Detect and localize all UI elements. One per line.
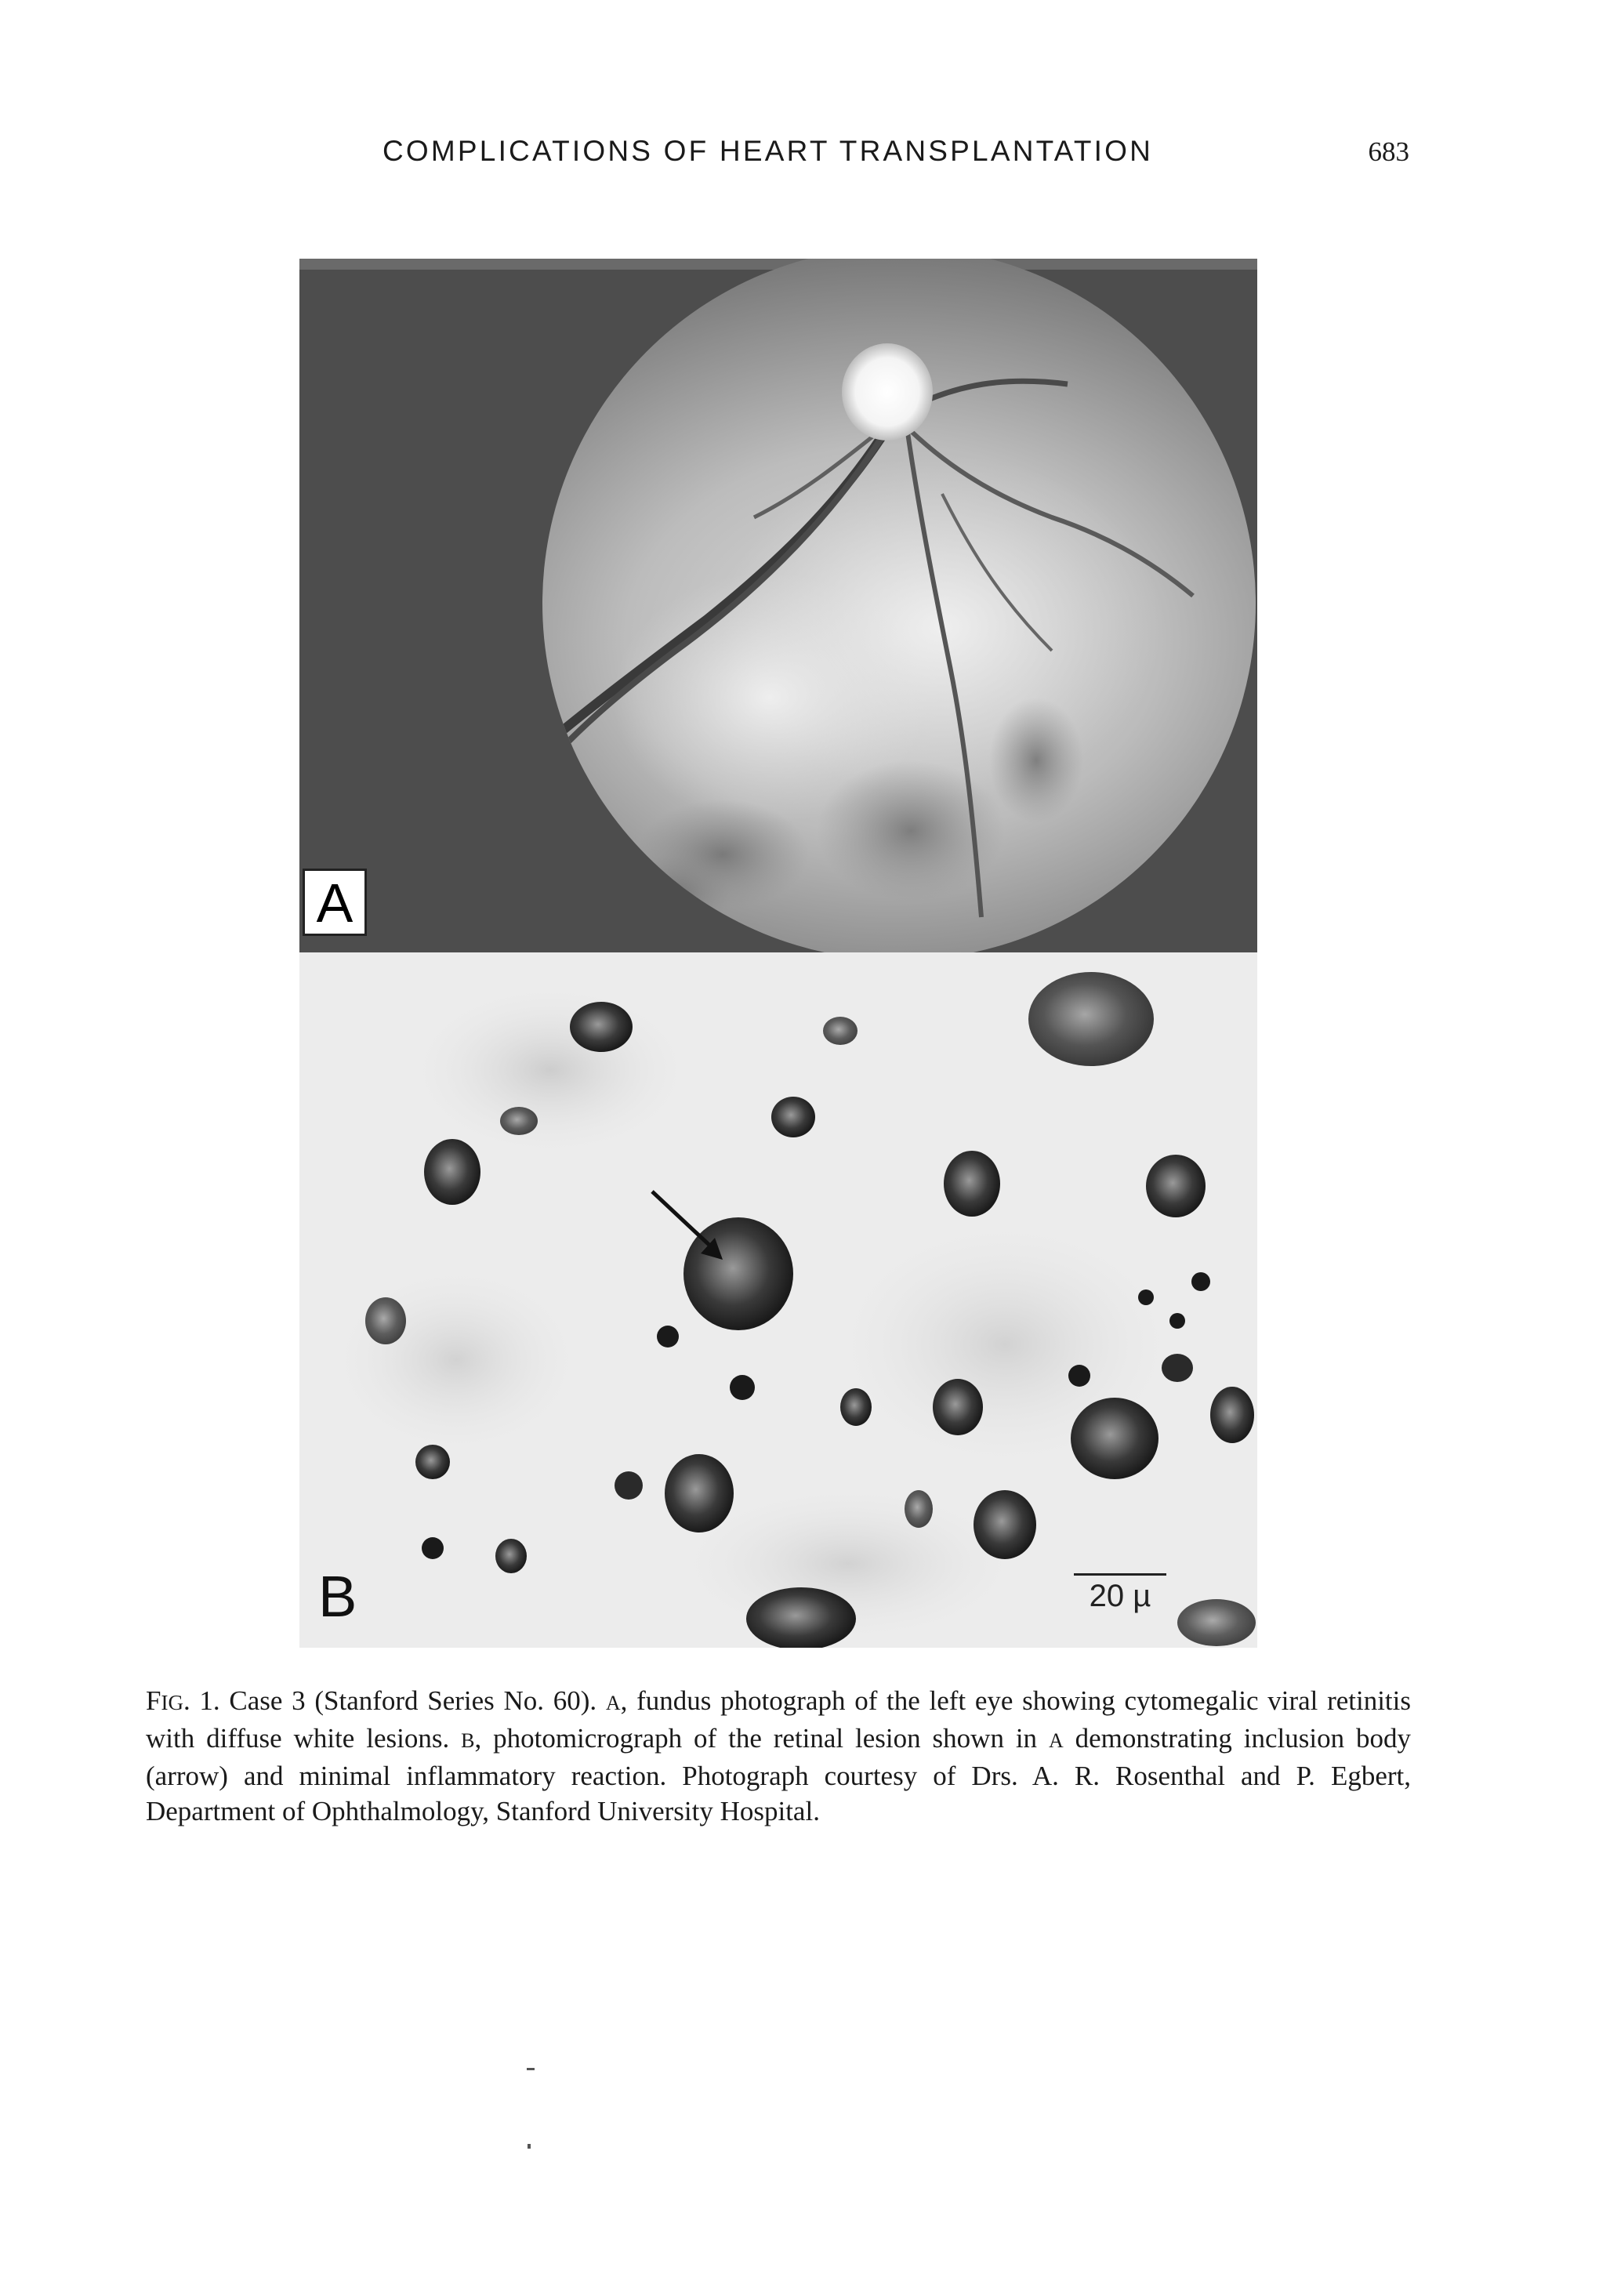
page-number: 683 [1368, 136, 1409, 167]
caption-fig-label: FIG. 1. [146, 1685, 220, 1716]
caption-text-2: , fundus photograph of the left eye showing cytomegalic viral retinitis with diffuse white lesions. [146, 1685, 1411, 1754]
scale-bar: 20 µ [1074, 1573, 1166, 1614]
figure-1 [299, 259, 1257, 1648]
panel-label-a: A [303, 869, 367, 936]
stray-mark-2 [528, 2144, 531, 2149]
running-head [0, 135, 1599, 182]
caption-ref-b: B [461, 1729, 475, 1752]
stray-mark-1 [527, 2068, 535, 2070]
caption-text-4: demonstrating inclusion body (arrow) and minimal inflammatory reaction. Photograph courtesy of Drs. A. R. Rosenthal and P. Egbert, Department of Ophthalmology, Stanford University Hospital. [146, 1723, 1412, 1826]
caption-text-3: , photomicrograph of the retinal lesion shown in [474, 1723, 1049, 1754]
caption-ref-a-2: A [1048, 1729, 1064, 1752]
caption-text-1: Case 3 (Stanford Series No. 60). [219, 1685, 606, 1716]
running-title: COMPLICATIONS OF HEART TRANSPLANTATION [383, 135, 1154, 167]
figure-caption [146, 1683, 1411, 1829]
panel-label-b: B [318, 1564, 357, 1629]
fundus-photograph [299, 259, 1257, 952]
caption-ref-a: A [605, 1692, 621, 1714]
photomicrograph [299, 952, 1257, 1648]
